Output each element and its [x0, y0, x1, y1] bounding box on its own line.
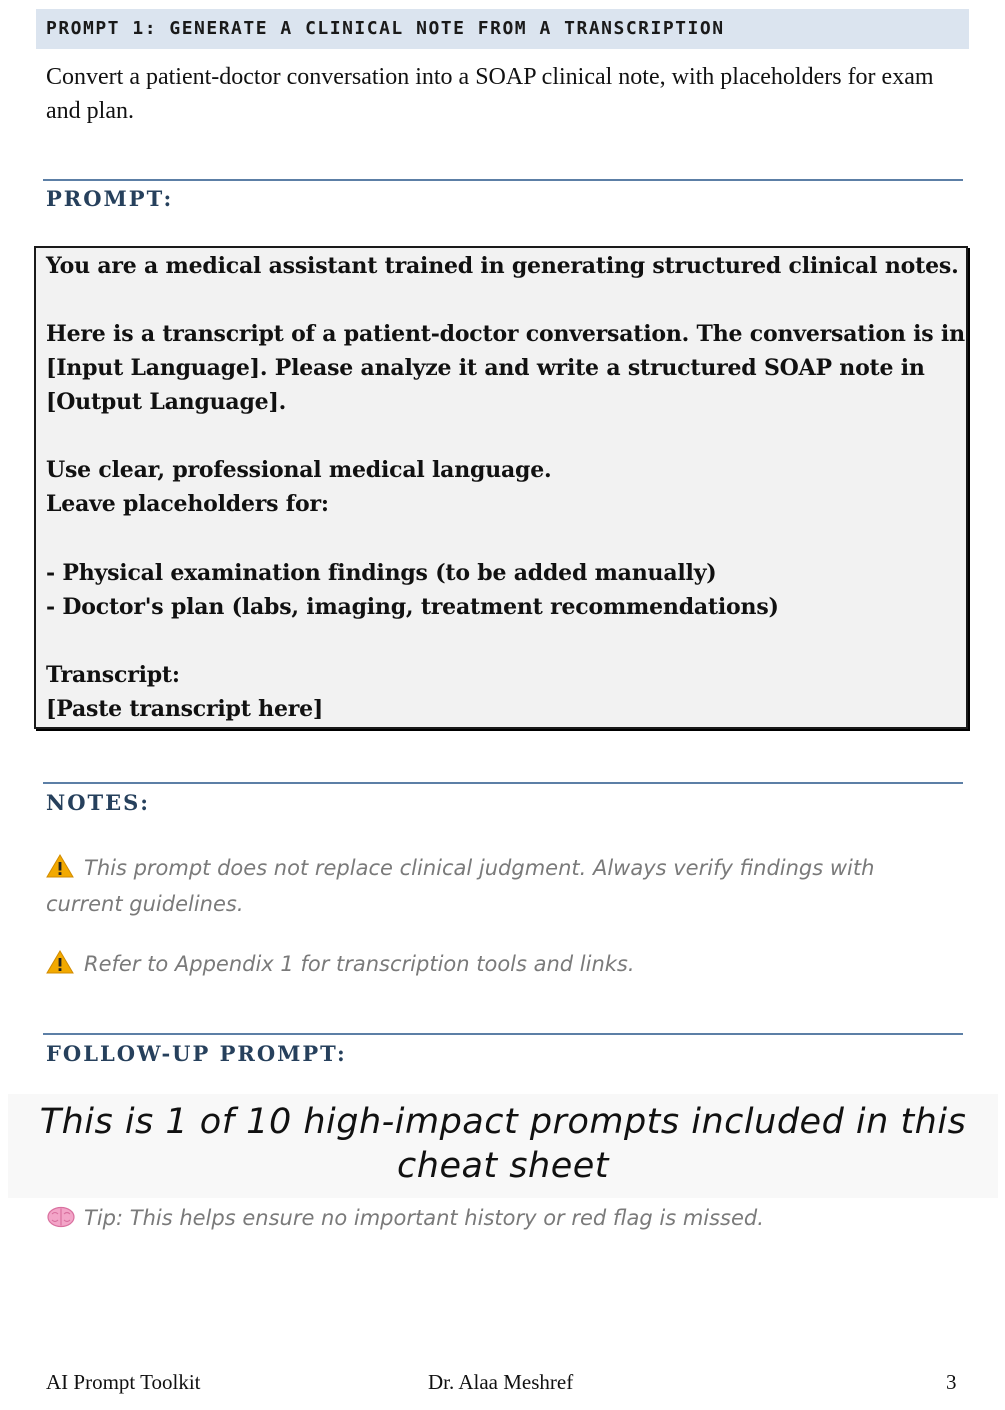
prompt-line: Here is a transcript of a patient-doctor conversation. The conversation is in: [46, 321, 965, 347]
prompt-line: [Input Language]. Please analyze it and write a structured SOAP note in: [46, 355, 925, 381]
intro-text: Convert a patient-doctor conversation into a SOAP clinical note, with placeholders for exam and plan.: [46, 64, 934, 124]
prompt-line: You are a medical assistant trained in generating structured clinical notes.: [46, 253, 959, 279]
footer-author: Dr. Alaa Meshref: [428, 1370, 574, 1394]
section-divider: [43, 179, 963, 181]
section-divider: [43, 782, 963, 784]
followup-heading: FOLLOW-UP PROMPT:: [46, 1041, 347, 1066]
prompt-line: Leave placeholders for:: [46, 491, 329, 517]
note-item: [46, 850, 946, 922]
banner-text: This is 1 of 10 high-impact prompts included in this cheat sheet: [39, 1102, 967, 1186]
prompt-line: [Paste transcript here]: [46, 696, 324, 722]
title-bar: [36, 9, 969, 49]
prompt-line: Transcript:: [46, 662, 180, 688]
warning-icon: [46, 854, 74, 878]
note-item: [46, 946, 946, 982]
tip-text: Tip: This helps ensure no important history or red flag is missed.: [84, 1206, 764, 1230]
prompt-line: - Physical examination findings (to be added manually): [46, 560, 717, 586]
prompt-line: - Doctor's plan (labs, imaging, treatment recommendations): [46, 594, 779, 620]
promo-banner: [8, 1094, 998, 1198]
brain-icon: [46, 1206, 76, 1228]
tip-line: [46, 1202, 946, 1234]
prompt-line: Use clear, professional medical language.: [46, 457, 552, 483]
page-title: PROMPT 1: GENERATE A CLINICAL NOTE FROM A TRANSCRIPTION: [46, 18, 725, 39]
page-number: 3: [946, 1370, 957, 1394]
section-divider: [43, 1033, 963, 1035]
note-text: Refer to Appendix 1 for transcription tools and links.: [84, 952, 635, 976]
footer-left: AI Prompt Toolkit: [46, 1370, 201, 1394]
prompt-line: [Output Language].: [46, 389, 287, 415]
prompt-box[interactable]: [34, 246, 968, 729]
notes-heading: NOTES:: [46, 790, 151, 815]
prompt-heading: PROMPT:: [46, 186, 174, 211]
note-text: This prompt does not replace clinical judgment. Always verify findings with current guidelines.: [46, 856, 875, 916]
warning-icon: [46, 950, 74, 974]
